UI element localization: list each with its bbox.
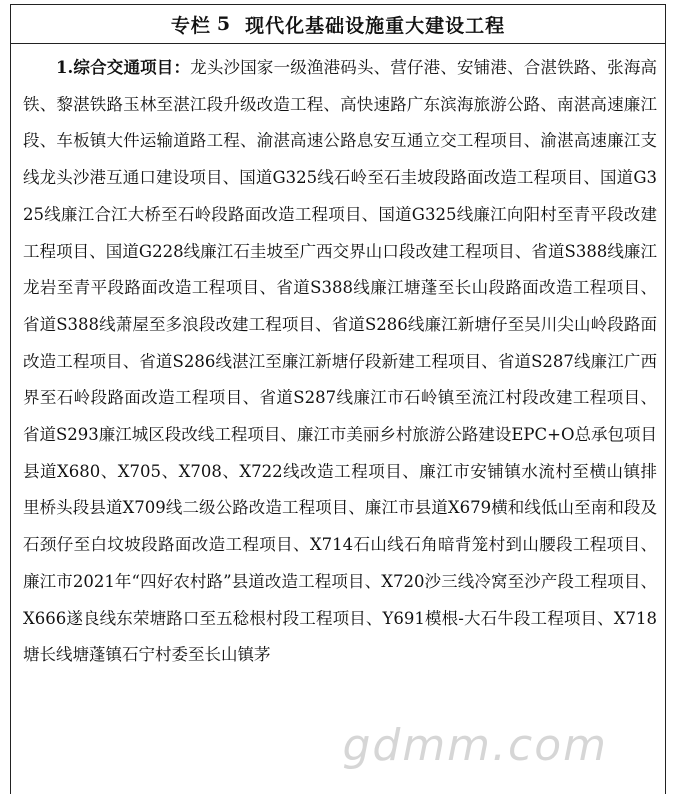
box-title [11,5,665,44]
section-body: 龙头沙国家一级渔港码头、营仔港、安铺港、合湛铁路、张海高铁、黎湛铁路玉林至湛江段升级改造工程、高快速路广东滨海旅游公路、南湛高速廉江段、车板镇大件运输道路工程、渝湛高速公路息安互通立交工程项目、渝湛高速廉江支线龙头沙港互通口建设项目、国道G325线石岭至石圭坡段路面改造工程项目、国道G325线廉江合江大桥至石岭段路面改造工程项目、国道G325线廉江向阳村至青平段改建工程项目、国道G228线廉江石圭坡至广西交界山口段改建工程项目、省道S388线廉江龙岩至青平段路面改造工程项目、省道S388线廉江塘蓬至长山段路面改造工程项目、省道S388线萧屋至多浪段改建工程项目、省道S286线廉江新塘仔至吴川尖山岭段路面改造工程项目、省道S286线湛江至廉江新塘仔段新建工程项目、省道S287线廉江广西界至石岭段路面改造工程项目、省道S287线廉江市石岭镇至流江村段改建工程项目、省道S293廉江城区段改线工程项目、廉江市美丽乡村旅游公路建设EPC+O总承包项目县道X680、X705、X708、X722线改造工程项目、廉江市安铺镇水流村至横山镇排里桥头段县道X709线二级公路改造工程项目、廉江市县道X679横和线低山至南和段及石颈仔至白坟坡段路面改造工程项目、X714石山线石角暗背笼村到山腰段工程项目、廉江市2021年“四好农村路”县道改造工程项目、X720沙三线冷窝至沙产段工程项目、X666遂良线东荣塘路口至五稔根村段工程项目、Y691模根-大石牛段工程项目、X718塘长线塘蓬镇石宁村委至长山镇茅 [23,58,658,665]
feature-box [10,4,666,794]
title-text: 现代化基础设施重大建设工程 [245,14,506,37]
title-number: 5 [216,13,232,35]
site-watermark: gdmm.com [342,720,608,771]
title-prefix: 专栏 [170,14,211,37]
box-body [11,44,665,674]
section-heading: 1.综合交通项目： [56,58,191,77]
